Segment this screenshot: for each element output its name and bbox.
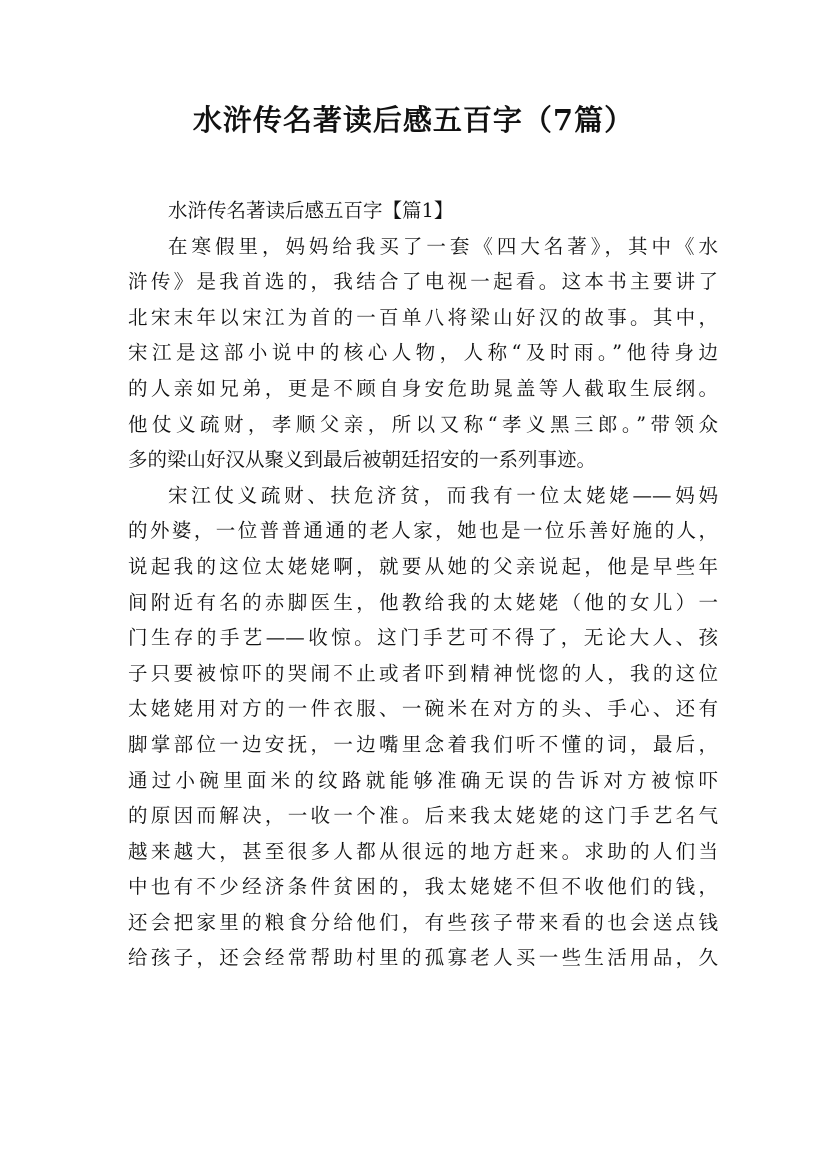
paragraph-2-line: 还会把家里的粮食分给他们，有些孩子带来看的也会送点钱 xyxy=(128,910,718,934)
document-title: 水浒传名著读后感五百字（7篇） xyxy=(192,103,635,137)
paragraph-2-line: 的外婆，一位普普通通的老人家，她也是一位乐善好施的人， xyxy=(128,519,718,543)
paragraph-2-line: 给孩子，还会经常帮助村里的孤寡老人买一些生活用品，久 xyxy=(128,946,718,970)
paragraph-2-line: 的原因而解决，一收一个准。后来我太姥姥的这门手艺名气 xyxy=(128,804,718,828)
paragraph-2-line: 脚掌部位一边安抚，一边嘴里念着我们听不懂的词，最后， xyxy=(128,732,718,756)
paragraph-1-line: 多的梁山好汉从聚义到最后被朝廷招安的一系列事迹。 xyxy=(128,448,597,472)
paragraph-2-line: 说起我的这位太姥姥啊，就要从她的父亲说起，他是早些年 xyxy=(128,554,718,578)
paragraph-1-line: 浒传》是我首选的，我结合了电视一起看。这本书主要讲了 xyxy=(128,270,718,294)
paragraph-1-line: 的人亲如兄弟，更是不顾自身安危助晁盖等人截取生辰纲。 xyxy=(128,376,718,400)
paragraph-2-line: 通过小碗里面米的纹路就能够准确无误的告诉对方被惊吓 xyxy=(128,768,718,792)
paragraph-2-line: 门生存的手艺——收惊。这门手艺可不得了，无论大人、孩 xyxy=(128,626,718,650)
paragraph-1-line: 他仗义疏财，孝顺父亲，所以又称“孝义黑三郎。”带领众 xyxy=(128,412,718,436)
document-body xyxy=(128,193,718,976)
paragraph-2-line: 中也有不少经济条件贫困的，我太姥姥不但不收他们的钱， xyxy=(128,875,718,899)
paragraph-1-line: 北宋末年以宋江为首的一百单八将梁山好汉的故事。其中， xyxy=(128,305,718,329)
paragraph-2-line: 越来越大，甚至很多人都从很远的地方赶来。求助的人们当 xyxy=(128,839,718,863)
section-heading: 水浒传名著读后感五百字【篇1】 xyxy=(168,199,454,222)
paragraph-2-line: 间附近有名的赤脚医生，他教给我的太姥姥（他的女儿）一 xyxy=(128,590,718,614)
paragraph-1-line: 在寒假里，妈妈给我买了一套《四大名著》，其中《水 xyxy=(168,234,718,258)
paragraph-2-line: 太姥姥用对方的一件衣服、一碗米在对方的头、手心、还有 xyxy=(128,697,718,721)
paragraph-2-line: 子只要被惊吓的哭闹不止或者吓到精神恍惚的人，我的这位 xyxy=(128,661,718,685)
paragraph-1-line: 宋江是这部小说中的核心人物，人称“及时雨。”他待身边 xyxy=(128,341,718,365)
paragraph-2-line: 宋江仗义疏财、扶危济贫，而我有一位太姥姥——妈妈 xyxy=(168,483,718,507)
